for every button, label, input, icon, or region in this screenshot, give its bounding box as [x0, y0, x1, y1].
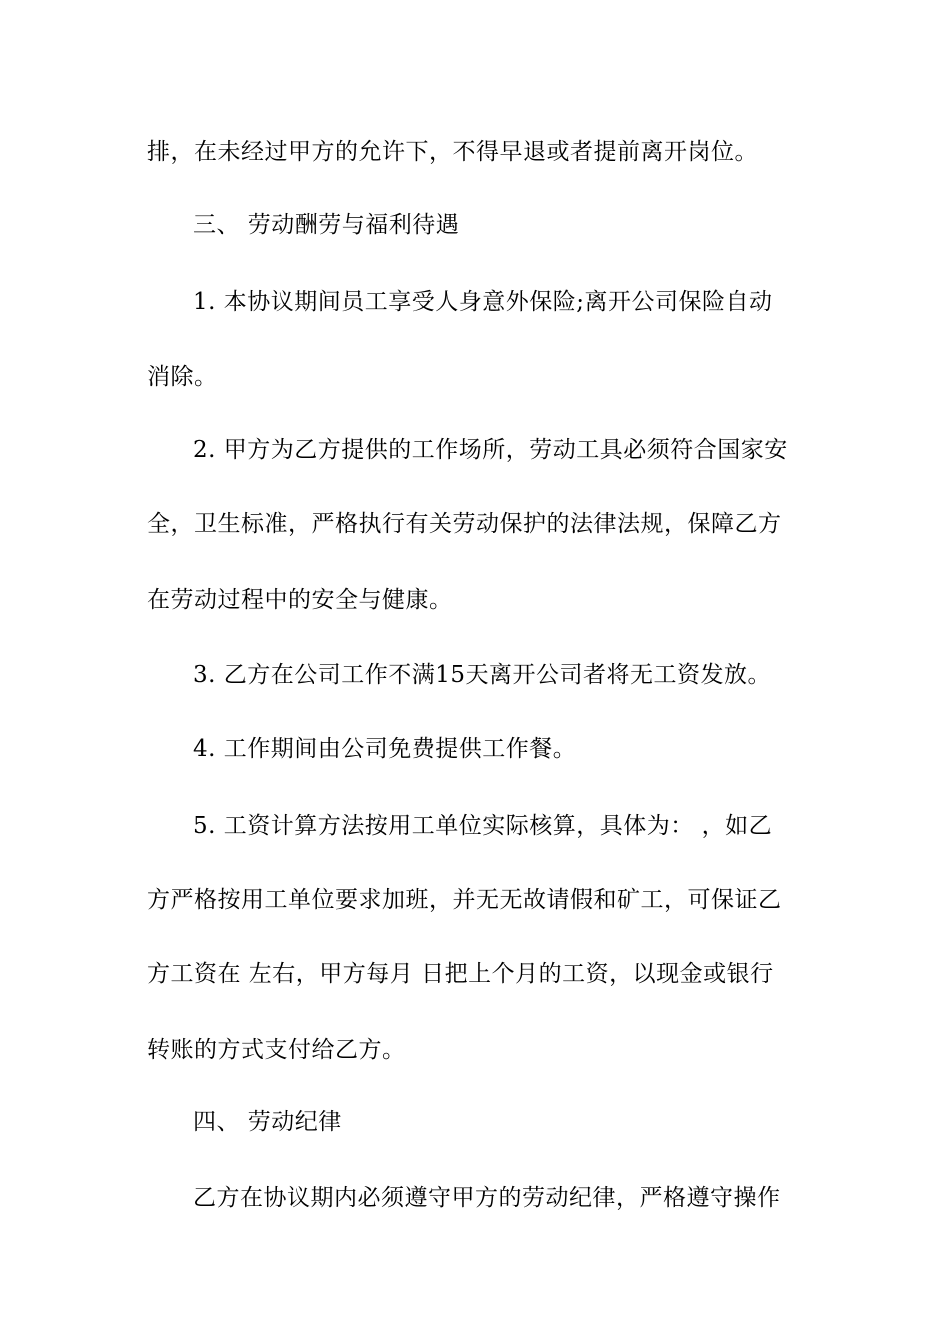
paragraph-line: 方严格按用工单位要求加班，并无无故请假和矿工，可保证乙 — [147, 887, 782, 913]
paragraph-line: 在劳动过程中的安全与健康。 — [147, 587, 453, 613]
paragraph-line: 乙方在协议期内必须遵守甲方的劳动纪律，严格遵守操作 — [193, 1185, 781, 1211]
paragraph-line: 全，卫生标准，严格执行有关劳动保护的法律法规，保障乙方 — [147, 511, 782, 537]
paragraph-line: 3. 乙方在公司工作不满15天离开公司者将无工资发放。 — [193, 662, 772, 688]
paragraph-line: 5. 工资计算方法按用工单位实际核算，具体为： ，如乙 — [193, 813, 773, 839]
paragraph-line: 排，在未经过甲方的允许下，不得早退或者提前离开岗位。 — [147, 139, 758, 165]
paragraph-line: 1. 本协议期间员工享受人身意外保险;离开公司保险自动 — [193, 289, 773, 315]
paragraph-line: 消除。 — [147, 364, 218, 390]
section-heading-4: 四、 劳动纪律 — [193, 1109, 342, 1135]
paragraph-line: 4. 工作期间由公司免费提供工作餐。 — [193, 736, 577, 762]
section-heading-3: 三、 劳动酬劳与福利待遇 — [193, 212, 460, 238]
paragraph-line: 方工资在 左右，甲方每月 日把上个月的工资，以现金或银行 — [147, 961, 774, 987]
paragraph-line: 转账的方式支付给乙方。 — [147, 1037, 406, 1063]
paragraph-line: 2. 甲方为乙方提供的工作场所，劳动工具必须符合国家安 — [193, 437, 788, 463]
